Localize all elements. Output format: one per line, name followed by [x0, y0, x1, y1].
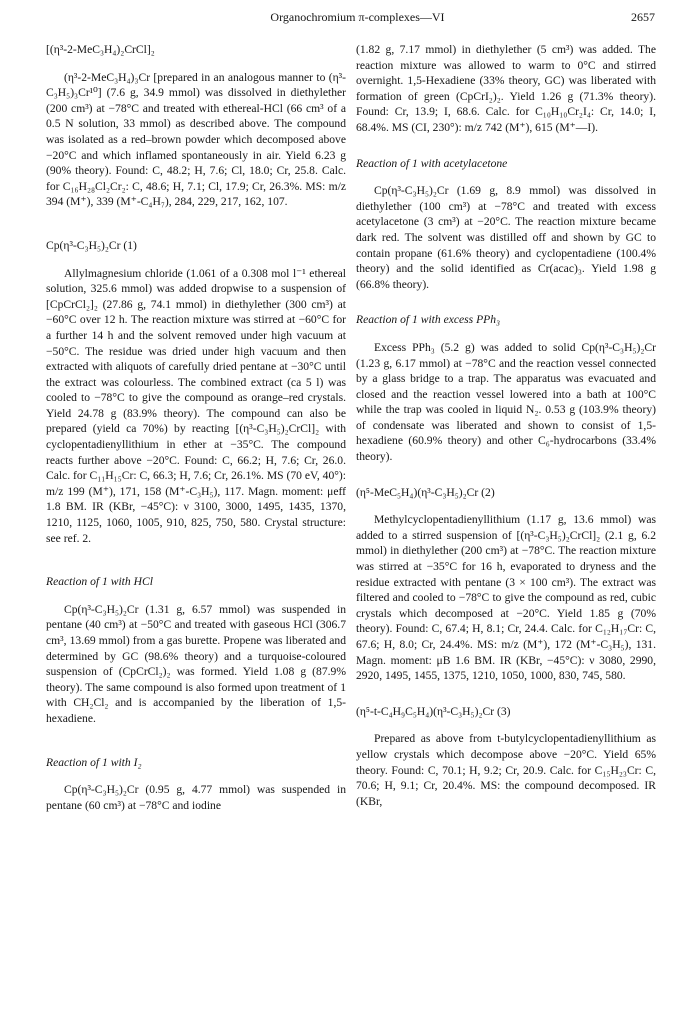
paragraph-reaction-acetylacetone: Cp(η³-C₃H₅)₂Cr (1.69 g, 8.9 mmol) was dissolved in diethylether (100 cm³) at −78°C and treated with excess acetylacetone (3 cm³) at −20°C. The reaction mixture became dark red. The solvent was distilled off and shown by GC to contain propane (61.6% theory) and cyclopentadiene (100.4% theory) and the solid identified as Cr(acac)₃. Yield 1.98 g (66.8% theory). — [356, 184, 656, 291]
section-heading-reaction-acetylacetone: Reaction of 1 with acetylacetone — [356, 156, 508, 170]
compound-heading-3: (η⁵-t-C₄H₉C₅H₄)(η³-C₃H₅)₂Cr (3) — [356, 704, 511, 718]
paragraph-reaction-hcl: Cp(η³-C₃H₅)₂Cr (1.31 g, 6.57 mmol) was suspended in pentane (40 cm³) at −50°C and treated with gaseous HCl (306.7 cm³, 13.69 mmol) from a gas burette. Propene was liberated and determined by GC (98.6% theory) and a turquoise-coloured suspension of (CpCrCl₂)₂ was formed. Yield 1.08 g (87.9% theory). The same compound is also formed upon treatment of 1 with CH₂Cl₂ and is accompanied by the liberation of 1,5-hexadiene. — [46, 602, 346, 725]
paragraph-compound-2-preparation: Methylcyclopentadienyllithium (1.17 g, 13.6 mmol) was added to a stirred suspension of [(η³-C₃H₅)₂CrCl]₂ (2.1 g, 6.2 mmol) in diethylether (200 cm³) at −78°C. The reaction mixture was stirred at −35°C for 16 h, evaporated to dryness and the residue extracted with pentane (3 × 100 cm³). The extract was filtered and cooled to −78°C to give the compound as red, cubic crystals which decomposed at −20°C. Yield 1.85 g (70% theory). Found: C, 67.4; H, 8.1; Cr, 24.4. Calc. for C₁₂H₁₇Cr: C, 67.6; H, 8.0; Cr, 24.4%. MS: m/z (M⁺), 172 (M⁺-C₃H₅), 131. Magn. moment: μB 1.6 BM. IR (KBr, −45°C): ν 3080, 2990, 2920, 1495, 1455, 1375, 1210, 1050, 1000, 830, 745, 580. — [356, 513, 656, 683]
paragraph-reaction-iodine-continued: (1.82 g, 7.17 mmol) in diethylether (5 cm³) was added. The reaction mixture was allowed to warm to 0°C and stirred overnight. 1,5-Hexadiene (33% theory, GC) was liberated with formation of green (CpCrI₂)₂. Yield 1.26 g (71.3% theory). Found: Cr, 13.9; I, 68.6. Calc. for C₁₀H₁₀Cr₂I₄: Cr, 14.0; I, 68.4%. MS (CI, 230°): m/z 742 (M⁺), 615 (M⁺—I). — [356, 43, 656, 134]
paragraph-reaction-pph3: Excess PPh₃ (5.2 g) was added to solid Cp(η³-C₃H₅)₂Cr (1.23 g, 6.17 mmol) at −78°C and the reaction vessel connected by a glass bridge to a trap. The apparatus was evacuated and closed and the reaction vessel lowered into a bath at 100°C while the trap was cooled in liquid N₂. 0.53 g (103.9% theory) of condensate was liberated and shown to consist of 1,5-hexadiene (60.9% theory) and other C₆-hydrocarbons (33.4% theory). — [356, 340, 656, 464]
section-heading-reaction-hcl: Reaction of 1 with HCl — [46, 575, 153, 589]
left-column — [46, 42, 346, 813]
paragraph-compound-1-preparation: Allylmagnesium chloride (1.061 of a 0.308 mol l⁻¹ ethereal solution, 325.6 mmol) was added dropwise to a suspension of [CpCrCl₂]₂ (27.86 g, 74.1 mmol) in diethylether (300 cm³) at −60°C over 12 h. The reaction mixture was stirred at −60°C for a further 14 h and the solvent removed under high vacuum at −50°C. The residue was dried under high vacuum and then extracted with aliquots of carefully dried pentane at −30°C until the extract was colourless. The combined extract (ca 5 l) was cooled to −78°C to give the compound as orange–red crystals. Yield 24.78 g (83.9% theory). The compound can also be prepared (yield ca 70%) by reacting [(η³-C₃H₅)₂CrCl]₂ with cyclopentadienyllithium in ether at −35°C. The compound reacts further above −20°C. Found: C, 66.2; H, 7.6; Cr, 26.0. Calc. for C₁₁H₁₅Cr: C, 66.3; H, 7.6; Cr, 26.1%. MS (70 eV, 40°): m/z 199 (M⁺), 171, 158 (M⁺-C₃H₅), 117. Magn. moment: μeff 1.8 BM. IR (KBr, −45°C): ν 3100, 3000, 1495, 1435, 1370, 1210, 1125, 1060, 1005, 910, 825, 750, 580. Crystal structure: see ref. 2. — [46, 266, 346, 545]
paragraph-compound-3-preparation: Prepared as above from t-butylcyclopentadienyllithium as yellow crystals which decompose above −20°C. Yield 65% theory. Found: C, 70.1; H, 9.2; Cr, 20.9. Calc. for C₁₅H₂₃Cr: C, 70.6; H, 9.1; Cr, 20.4%. MS: the compound decomposed. IR (KBr, — [356, 732, 656, 808]
section-heading-reaction-iodine: Reaction of 1 with I₂ — [46, 755, 142, 769]
compound-heading-2: (η⁵-MeC₅H₄)(η³-C₃H₅)₂Cr (2) — [356, 485, 495, 499]
section-heading-reaction-pph3: Reaction of 1 with excess PPh₃ — [356, 313, 501, 327]
running-header — [60, 10, 655, 30]
compound-heading-bis-methylallyl-chromium-chloride: [(η³-2-MeC₃H₄)₂CrCl]₂ — [46, 43, 155, 56]
paragraph-methylallyl-preparation: (η³-2-MeC₃H₄)₃Cr [prepared in an analogous manner to (η³-C₃H₅)₃Cr¹⁰] (7.6 g, 34.9 mmol) was dissolved in diethylether (200 cm³) at −78°C and treated with ethereal-HCl (66 cm³ of a 0.5 N solution, 33 mmol) as described above. The compound was isolated as a red–brown powder which decomposed above −20°C and which inflamed spontaneously in air. Yield 6.23 g (90% theory). Found: C, 48.2; H, 7.6; Cl, 18.0; Cr, 25.8. Calc. for C₁₆H₂₈Cl₂Cr₂: C, 48.6; H, 7.1; Cl, 17.9; Cr, 26.3%. MS: m/z 394 (M⁺), 339 (M⁺-C₄H₇), 284, 229, 217, 162, 107. — [46, 70, 346, 209]
page-number: 2657 — [631, 10, 655, 24]
right-column — [356, 42, 656, 809]
journal-running-title: Organochromium π-complexes—VI — [270, 10, 445, 24]
compound-heading-1: Cp(η³-C₃H₅)₂Cr (1) — [46, 238, 137, 252]
paragraph-reaction-iodine: Cp(η³-C₃H₅)₂Cr (0.95 g, 4.77 mmol) was suspended in pentane (60 cm³) at −78°C and iodine — [46, 783, 346, 812]
